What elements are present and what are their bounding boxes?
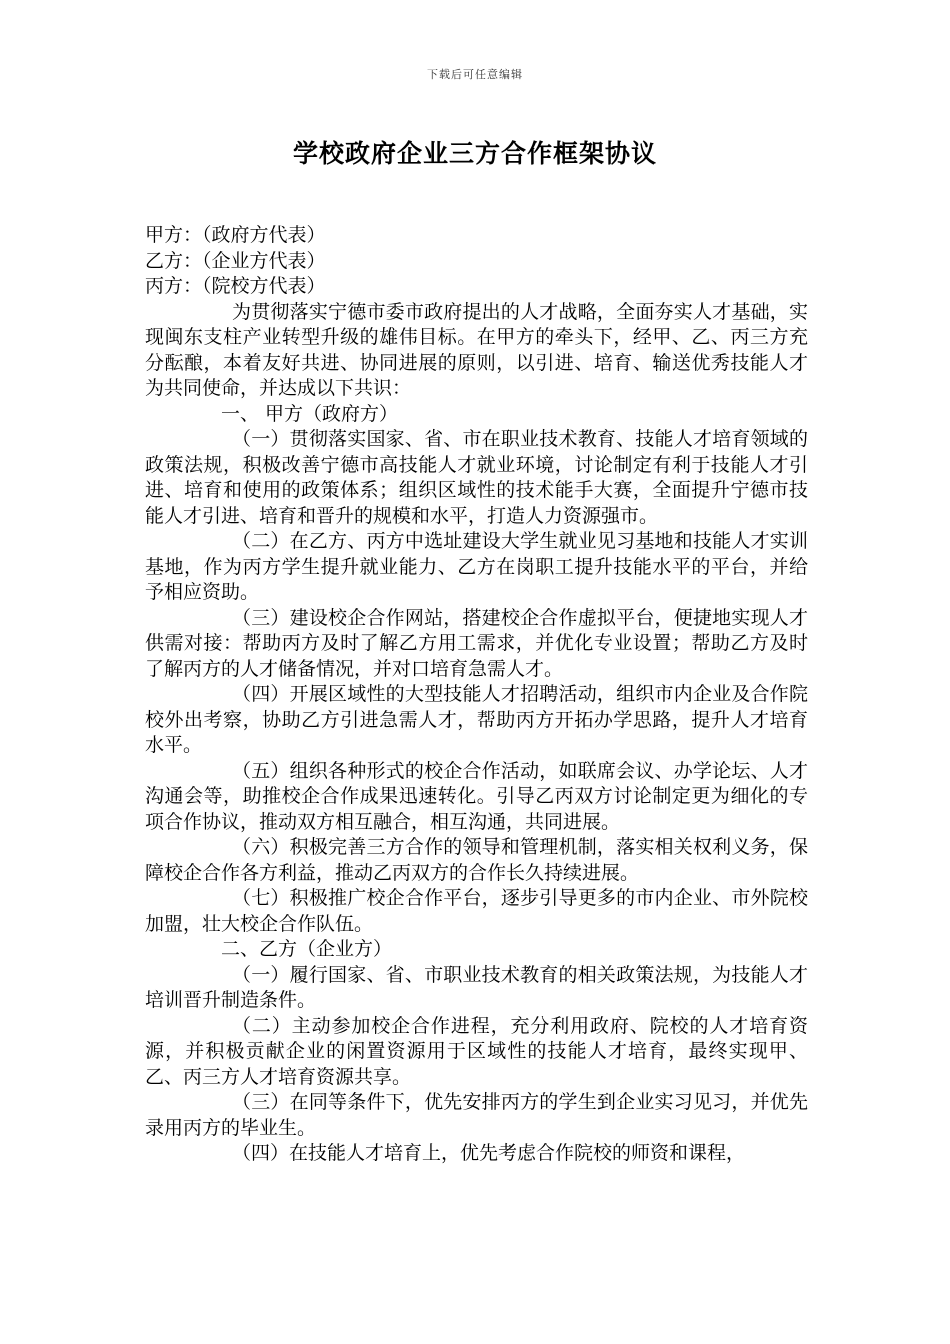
section-2-item-4: （四）在技能人才培育上，优先考虑合作院校的师资和课程，	[232, 1142, 746, 1164]
section-2-item-2: （二）主动参加校企合作进程，充分利用政府、院校的人才培育资源，并积极贡献企业的闲置资源用于区域性的技能人才培育，最终实现甲、乙、丙三方人才培育资源共享。	[145, 1014, 808, 1088]
party-c: 丙方：（院校方代表）	[145, 275, 326, 297]
section-1-item-4: （四）开展区域性的大型技能人才招聘活动，组织市内企业及合作院校外出考察，协助乙方引进急需人才，帮助丙方开拓办学思路，提升人才培育水平。	[145, 683, 808, 756]
section-2-item-3: （三）在同等条件下，优先安排丙方的学生到企业实习见习，并优先录用丙方的毕业生。	[145, 1091, 808, 1139]
section-1-item-3: （三）建设校企合作网站，搭建校企合作虚拟平台，便捷地实现人才供需对接：帮助丙方及时了解乙方用工需求，并优化专业设置；帮助乙方及时了解丙方的人才储备情况，并对口培育急需人才。	[145, 606, 808, 680]
section-1-item-7: （七）积极推广校企合作平台，逐步引导更多的市内企业、市外院校加盟，壮大校企合作队伍。	[145, 887, 808, 935]
section-2-item-1: （一）履行国家、省、市职业技术教育的相关政策法规，为技能人才培训晋升制造条件。	[145, 963, 808, 1011]
intro-paragraph: 为贯彻落实宁德市委市政府提出的人才战略，全面夯实人才基础，实现闽东支柱产业转型升级的雄伟目标。在甲方的牵头下，经甲、乙、丙三方充分酝酿，本着友好共进、协同进展的原则，以引进、培育、输送优秀技能人才为共同使命，并达成以下共识：	[145, 300, 808, 399]
section-1-item-5: （五）组织各种形式的校企合作活动，如联席会议、办学论坛、人才沟通会等，助推校企合作成果迅速转化。引导乙丙双方讨论制定更为细化的专项合作协议，推动双方相互融合，相互沟通，共同进展。	[145, 759, 808, 833]
document-title: 学校政府企业三方合作框架协议	[292, 139, 657, 168]
header-note: 下载后可任意编辑	[427, 68, 523, 81]
party-b: 乙方：（企业方代表）	[145, 249, 326, 272]
document-body	[145, 223, 808, 1167]
party-a: 甲方：（政府方代表）	[145, 224, 326, 246]
section-1-item-6: （六）积极完善三方合作的领导和管理机制，落实相关权利义务，保障校企合作各方利益，推动乙丙双方的合作长久持续进展。	[145, 836, 808, 884]
section-1-item-1: （一）贯彻落实国家、省、市在职业技术教育、技能人才培育领域的政策法规，积极改善宁德市高技能人才就业环境，讨论制定有利于技能人才引进、培育和使用的政策体系；组织区域性的技术能手大赛，全面提升宁德市技能人才引进、培育和晋升的规模和水平，打造人力资源强市。	[145, 428, 808, 527]
section-1-item-2: （二）在乙方、丙方中选址建设大学生就业见习基地和技能人才实训基地，作为丙方学生提升就业能力、乙方在岗职工提升技能水平的平台，并给予相应资助。	[145, 530, 808, 603]
section-1-heading: 一、 甲方（政府方）	[221, 402, 399, 425]
section-2-heading: 二、乙方（企业方）	[221, 938, 393, 960]
